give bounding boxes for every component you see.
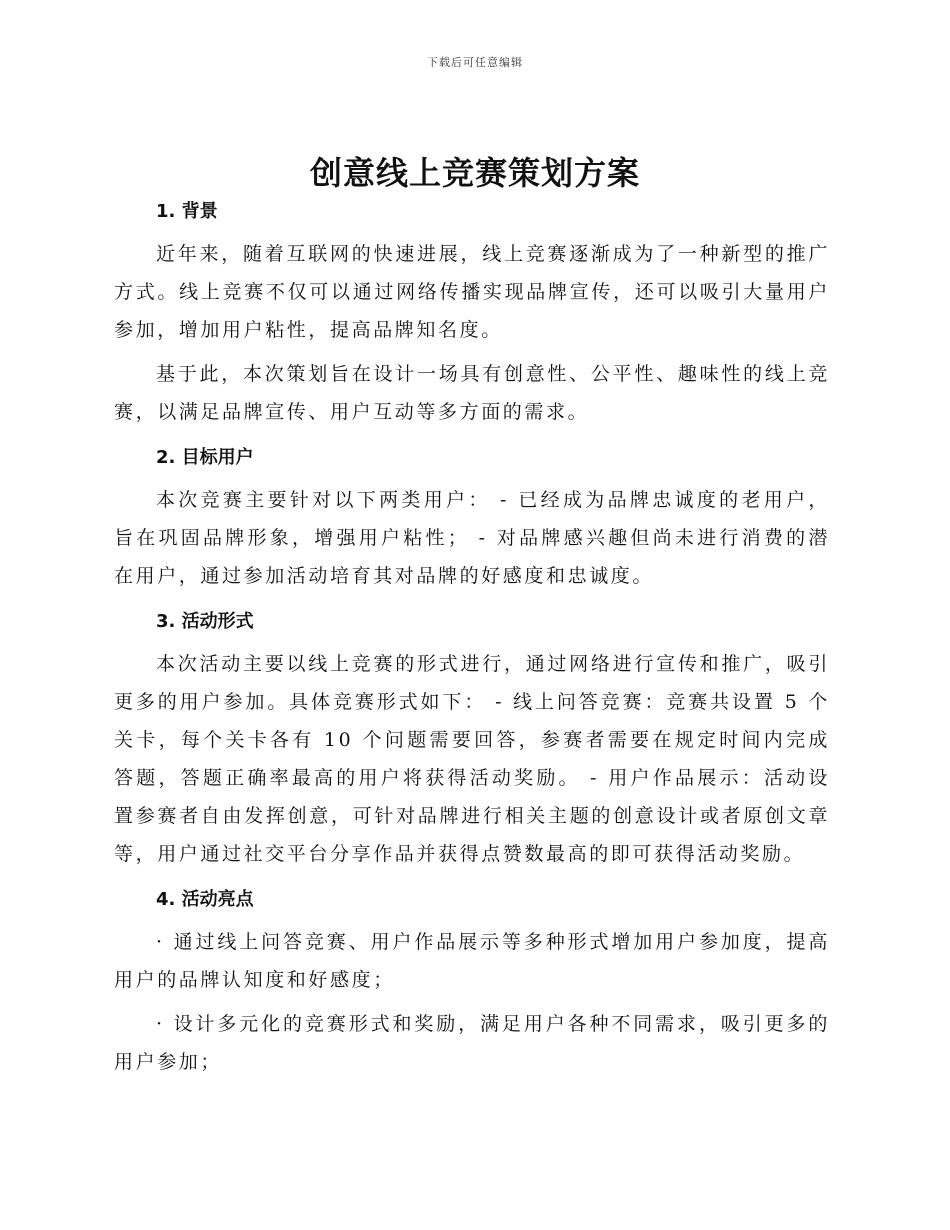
paragraph: 近年来，随着互联网的快速进展，线上竞赛逐渐成为了一种新型的推广方式。线上竞赛不仅可以通过网络传播实现品牌宣传，还可以吸引大量用户参加，增加用户粘性，提高品牌知名度。 bbox=[114, 243, 830, 341]
paragraph: · 设计多元化的竞赛形式和奖励，满足用户各种不同需求，吸引更多的用户参加； bbox=[114, 1013, 830, 1073]
section-heading: 4. 活动亮点 bbox=[156, 889, 254, 910]
page-header-note: 下载后可任意编辑 bbox=[427, 56, 523, 69]
section-highlights bbox=[114, 883, 830, 1081]
document-body bbox=[114, 195, 830, 1087]
section-heading: 3. 活动形式 bbox=[156, 611, 254, 632]
section-heading: 2. 目标用户 bbox=[156, 447, 254, 468]
section-background bbox=[114, 195, 830, 431]
section-activity-format bbox=[114, 605, 830, 873]
paragraph: · 通过线上问答竞赛、用户作品展示等多种形式增加用户参加度，提高用户的品牌认知度和好感度； bbox=[114, 931, 830, 991]
paragraph: 本次竞赛主要针对以下两类用户： - 已经成为品牌忠诚度的老用户，旨在巩固品牌形象，增强用户粘性； - 对品牌感兴趣但尚未进行消费的潜在用户，通过参加活动培育其对品牌的好感度和忠诚度。 bbox=[114, 489, 830, 587]
paragraph: 本次活动主要以线上竞赛的形式进行，通过网络进行宣传和推广，吸引更多的用户参加。具体竞赛形式如下： - 线上问答竞赛：竞赛共设置 5 个关卡，每个关卡各有 10 个问题需要回答，参赛者需要在规定时间内完成答题，答题正确率最高的用户将获得活动奖励。 - 用户作品展示：活动设置参赛者自由发挥创意，可针对品牌进行相关主题的创意设计或者原创文章等，用户通过社交平台分享作品并获得点赞数最高的即可获得活动奖励。 bbox=[114, 653, 830, 865]
section-target-users bbox=[114, 441, 830, 595]
section-heading: 1. 背景 bbox=[156, 201, 218, 222]
paragraph: 基于此，本次策划旨在设计一场具有创意性、公平性、趣味性的线上竞赛，以满足品牌宣传、用户互动等多方面的需求。 bbox=[114, 363, 830, 423]
document-title: 创意线上竞赛策划方案 bbox=[309, 154, 640, 192]
